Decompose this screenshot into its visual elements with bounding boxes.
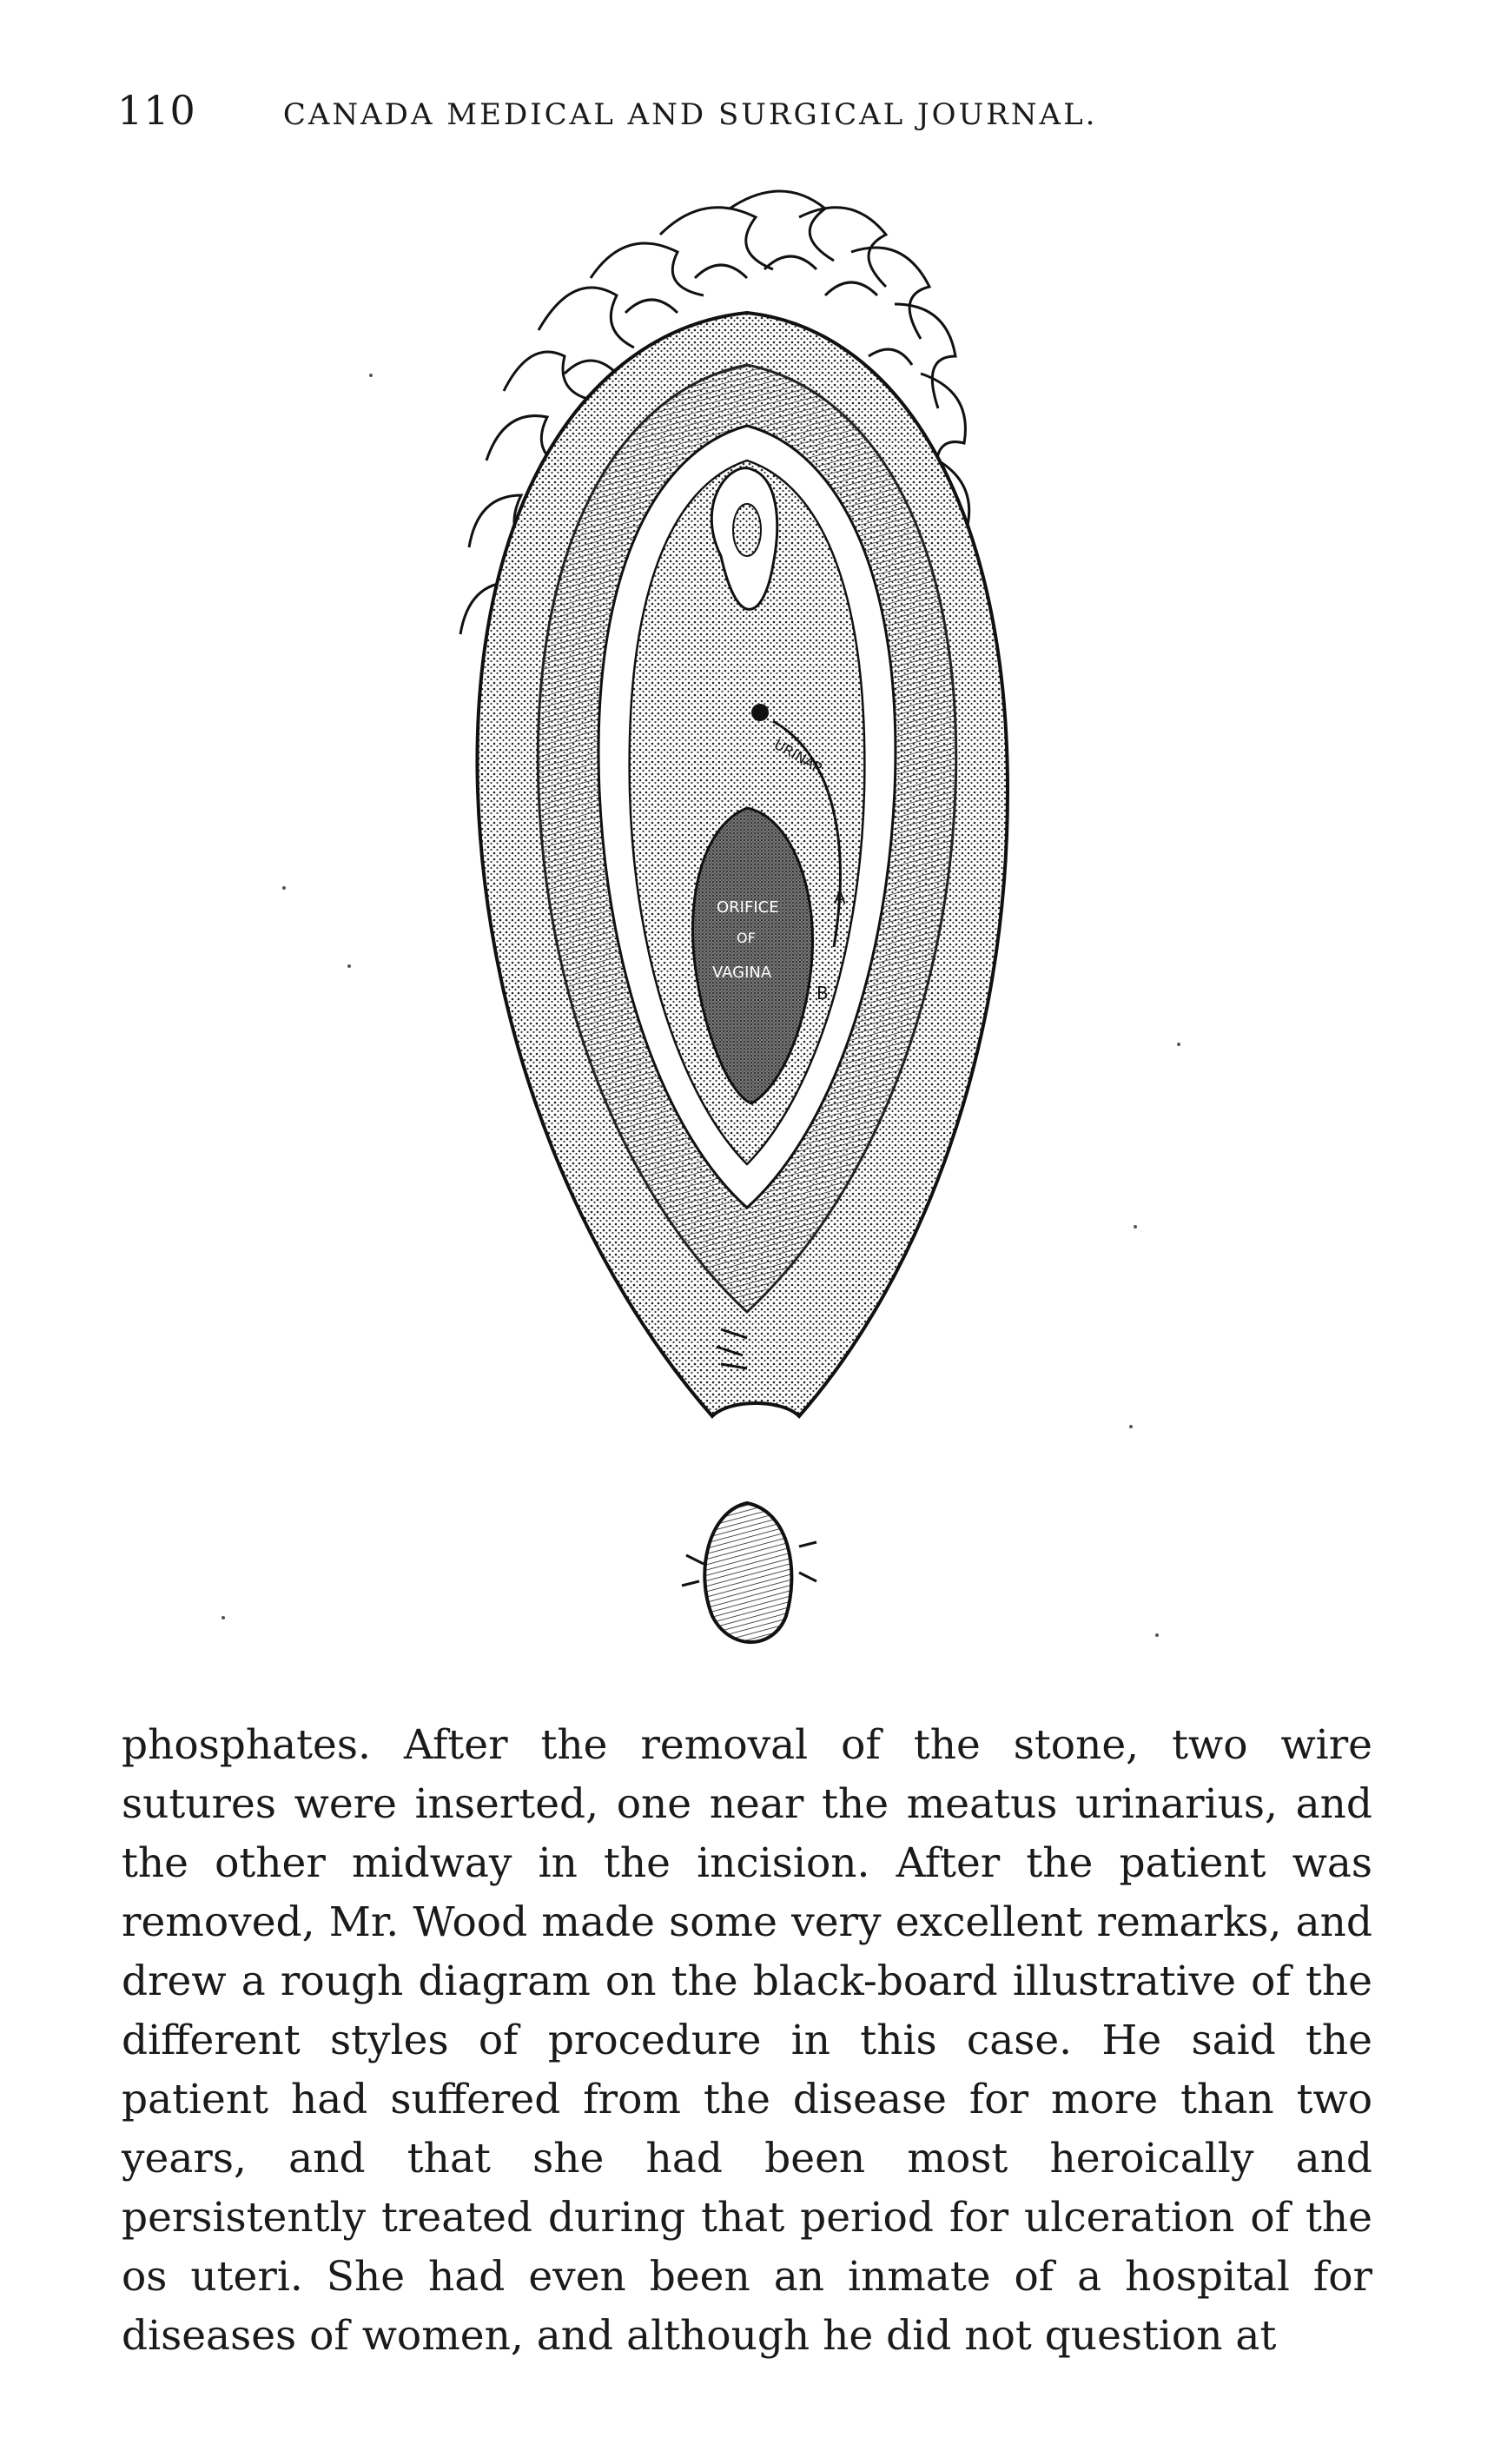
meatus-dot: [751, 704, 769, 721]
svg-text:ORIFICE: ORIFICE: [717, 898, 779, 917]
svg-text:VAGINA: VAGINA: [712, 964, 772, 982]
engraving-svg: [365, 182, 1129, 1694]
svg-text:OF: OF: [737, 930, 756, 946]
svg-text:URINAR: URINAR: [771, 736, 826, 778]
svg-text:A: A: [834, 887, 846, 908]
journal-title: CANADA MEDICAL AND SURGICAL JOURNAL.: [282, 97, 1098, 132]
body-paragraph: phosphates. After the removal of the stone, two wire sutures were inserted, one near the meatus urinarius, and the other midway in the incision. After the patient was removed, Mr. Wood made some very excellent remarks, and drew a rough diagram on the black-board illustrative of the different styles of procedure in this case. He said the patient had suffered from the disease for more than two years, and that she had been most heroically and persistently treated during that period for ulceration of the os uteri. She had even been an inmate of a hospital for diseases of women, and although he did not question at: [122, 1721, 1372, 2360]
svg-text:B: B: [816, 983, 829, 1003]
page-number: 110: [117, 87, 196, 134]
anus: [704, 1503, 791, 1642]
running-head: [117, 87, 1420, 139]
anatomical-engraving: [365, 182, 1129, 1694]
